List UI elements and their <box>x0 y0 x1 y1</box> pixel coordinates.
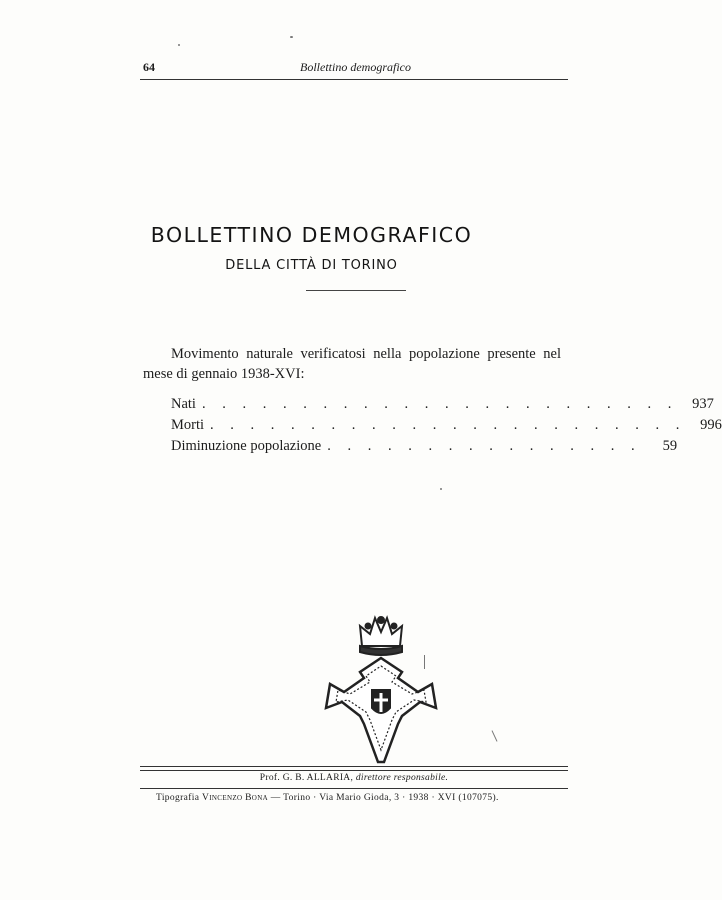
intro-text: Movimento naturale verificatosi nella popolazione presente nel mese di gennaio 1938-XVI: <box>143 346 561 382</box>
scan-speck <box>178 44 180 46</box>
dot-leader: . . . . . . . . . . . . . . . . . . . . . . . . <box>210 417 686 433</box>
scan-speck <box>440 488 442 490</box>
printer-name: Vincenzo Bona <box>202 793 269 803</box>
scan-speck <box>290 36 293 38</box>
crown-cross-emblem-icon <box>320 612 442 768</box>
sub-title: DELLA CITTÀ DI TORINO <box>225 258 398 273</box>
director-name: Prof. G. B. ALLARIA, <box>259 773 354 783</box>
stats-label: Nati <box>171 396 196 412</box>
director-role: direttore responsabile. <box>355 773 449 783</box>
footer-rule <box>140 788 568 789</box>
running-title: Bollettino demografico <box>300 60 411 74</box>
scan-speck <box>492 730 498 741</box>
stats-label: Diminuzione popolazione <box>171 438 322 454</box>
printer-address: — Torino · Via Mario Gioda, 3 · 1938 · XVI (107075). <box>270 793 499 803</box>
printer-line <box>156 793 576 803</box>
stats-row-births <box>171 396 714 417</box>
stats-value: 937 <box>692 396 714 412</box>
printer-prefix: Tipografia <box>156 793 200 803</box>
scan-speck <box>424 655 425 669</box>
main-title: BOLLETTINO DEMOGRAFICO <box>150 223 473 247</box>
stats-value: 996 <box>700 417 722 433</box>
stats-label: Morti <box>171 417 205 433</box>
intro-paragraph <box>143 344 561 384</box>
dot-leader: . . . . . . . . . . . . . . . . <box>327 438 642 454</box>
dot-leader: . . . . . . . . . . . . . . . . . . . . . . . . <box>201 396 678 412</box>
footer-rule <box>140 766 568 767</box>
stats-row-decrease <box>171 438 678 459</box>
title-rule <box>306 290 406 291</box>
header-rule <box>140 79 568 80</box>
director-line <box>0 773 708 783</box>
stats-list <box>171 396 722 459</box>
stats-value: 59 <box>662 438 678 454</box>
stats-row-deaths <box>171 417 722 438</box>
footer-rule <box>140 770 568 771</box>
page-number: 64 <box>143 60 155 74</box>
